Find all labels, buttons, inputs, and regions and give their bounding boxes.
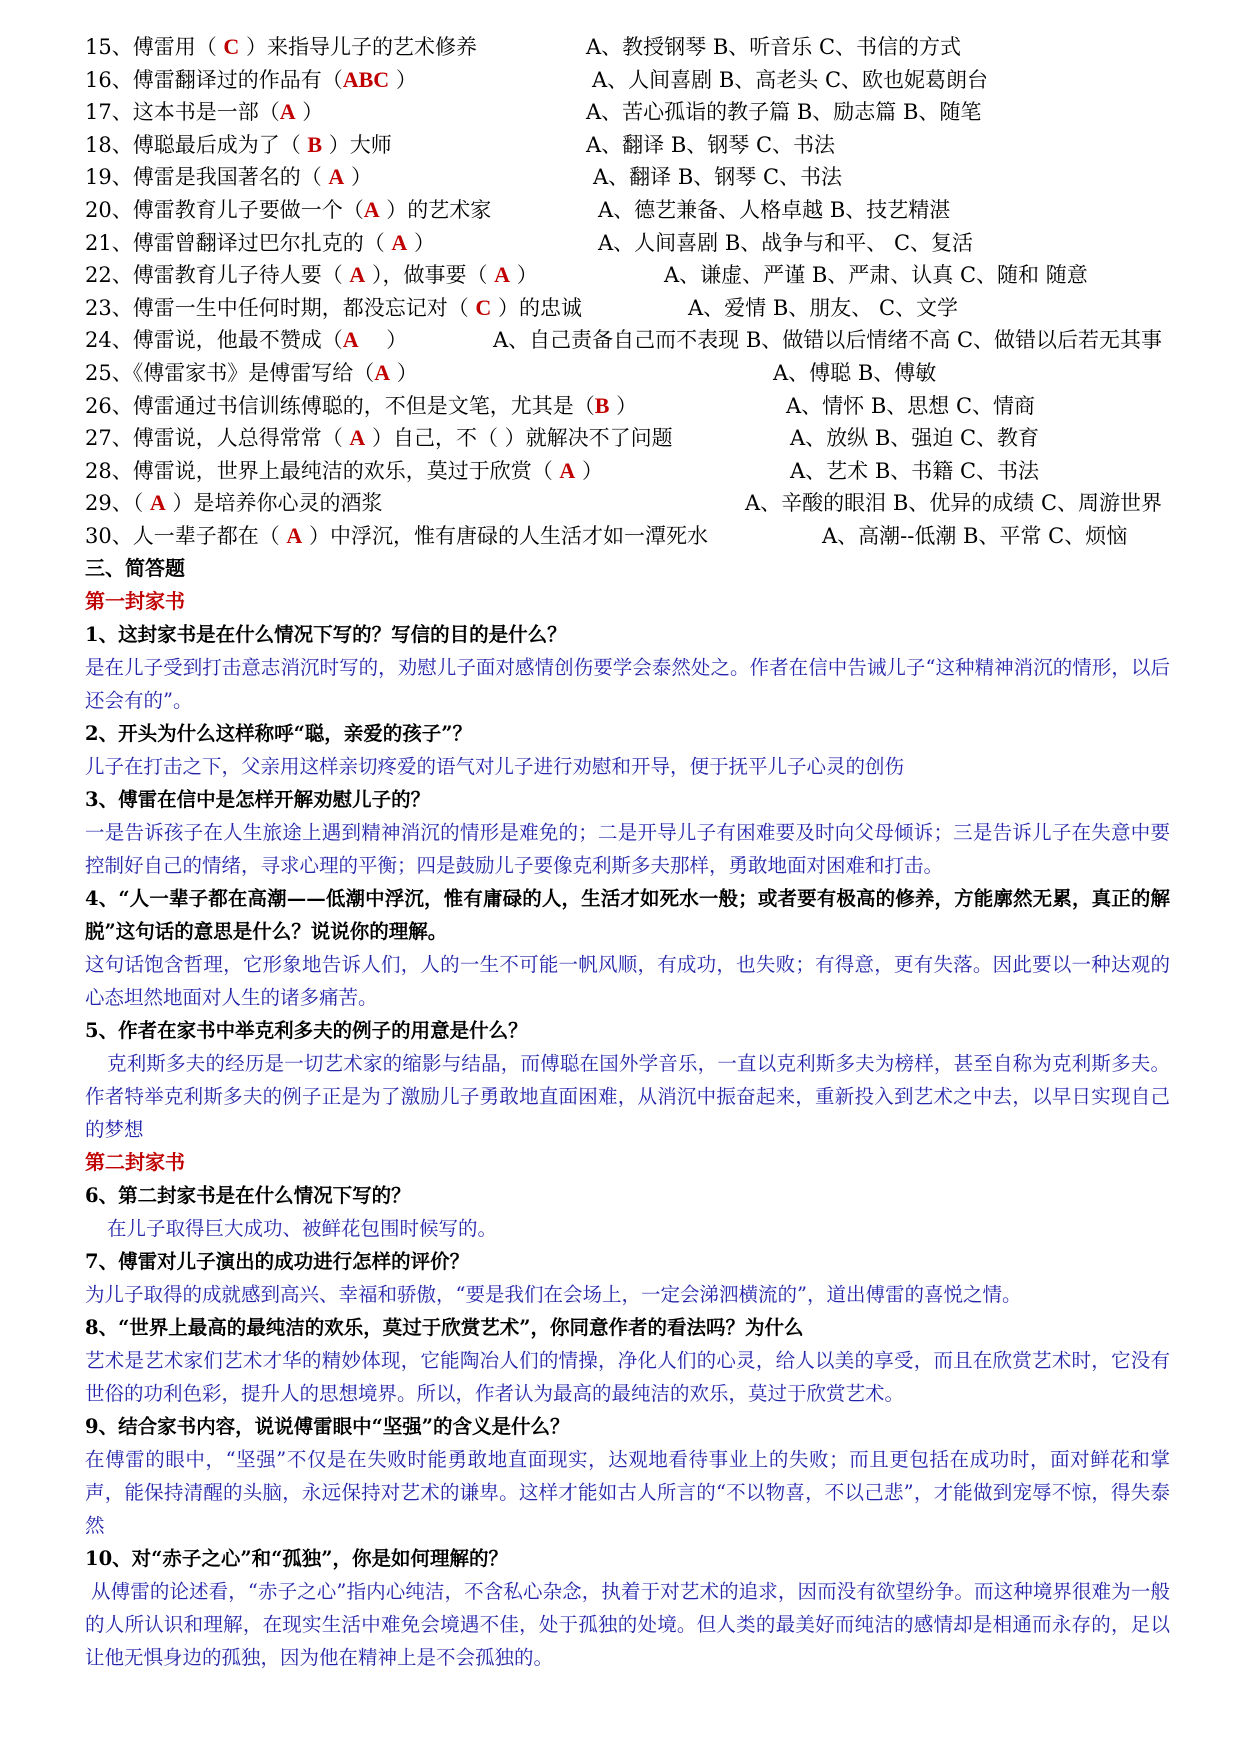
question: 2、开头为什么这样称呼“聪，亲爱的孩子”？ — [85, 722, 473, 745]
answer-mark: A — [374, 359, 391, 385]
options: A、谦虚、严谨 B、严肃、认真 C、随和 随意 — [664, 263, 1088, 288]
answer: 儿子在打击之下，父亲用这样亲切疼爱的语气对儿子进行劝慰和开导，便于抚平儿子心灵的创伤 — [85, 755, 905, 778]
choice-question — [0, 194, 1241, 227]
question: 9、结合家书内容，说说傅雷眼中“坚强”的含义是什么？ — [85, 1415, 570, 1438]
answer: 在傅雷的眼中，“坚强”不仅是在失败时能勇敢地直面现实，达观地看待事业上的失败；而且更包括在成功时，面对鲜花和掌声，能保持清醒的头脑，永远保持对艺术的谦卑。这样才能如古人所言的“不以物喜，不以己悲”，才能做到宠辱不惊，得失泰然 — [85, 1448, 1170, 1537]
answer-mark: A — [349, 262, 366, 288]
options: A、情怀 B、思想 C、情商 — [786, 393, 1036, 418]
options: A、人间喜剧 B、高老头 C、欧也妮葛朗台 — [592, 67, 989, 92]
answer-mark: C — [475, 294, 492, 320]
answer-mark: A — [342, 327, 359, 353]
answer: 艺术是艺术家们艺术才华的精妙体现，它能陶冶人们的情操，净化人们的心灵，给人以美的享受，而且在欣赏艺术时，它没有世俗的功利色彩，提升人的思想境界。所以，作者认为最高的最纯洁的欢乐，莫过于欣赏艺术。 — [85, 1349, 1170, 1405]
question-stem: 15、傅雷用（ C ）来指导儿子的艺术修养 — [85, 34, 477, 59]
question-stem: 26、傅雷通过书信训练傅聪的，不但是文笔，尤其是（B ） — [85, 392, 638, 418]
answer-mark: A — [391, 229, 408, 255]
answer-mark: A — [328, 164, 345, 190]
answer-mark: ABC — [342, 66, 390, 92]
options: A、德艺兼备、人格卓越 B、技艺精湛 — [598, 197, 951, 222]
answer: 从傅雷的论述看，“赤子之心”指内心纯洁，不含私心杂念，执着于对艺术的追求，因而没有欲望纷争。而这种境界很难为一般的人所认识和理解，在现实生活中难免会境遇不佳，处于孤独的处境。但人类的最美好而纯洁的感情却是相通而永存的，足以让他无惧身边的孤独，因为他在精神上是不会孤独的。 — [85, 1580, 1170, 1669]
letter-heading: 第二封家书 — [85, 1150, 185, 1174]
options: A、人间喜剧 B、战争与和平、 C、复活 — [598, 230, 974, 255]
options: A、自己责备自己而不表现 B、做错以后情绪不高 C、做错以后若无其事 — [493, 328, 1163, 353]
question-stem: 28、傅雷说，世界上最纯洁的欢乐，莫过于欣赏（ A ） — [85, 457, 603, 483]
choice-question — [0, 455, 1241, 488]
short-answer-section — [85, 552, 1170, 1674]
choice-question — [0, 324, 1241, 357]
choice-question — [0, 227, 1241, 260]
options: A、高潮--低潮 B、平常 C、烦恼 — [822, 523, 1128, 548]
answer-mark: A — [286, 522, 303, 548]
question: 4、“人一辈子都在高潮——低潮中浮沉，惟有庸碌的人，生活才如死水一般；或者要有极高的修养，方能廓然无累，真正的解脱”这句话的意思是什么？说说你的理解。 — [85, 887, 1170, 943]
choice-question — [0, 259, 1241, 292]
question-stem: 16、傅雷翻译过的作品有（ABC ） — [85, 66, 417, 92]
options: A、放纵 B、强迫 C、教育 — [790, 426, 1040, 451]
options: A、翻译 B、钢琴 C、书法 — [586, 132, 836, 157]
answer-mark: A — [363, 196, 380, 222]
question-stem: 27、傅雷说，人总得常常（ A ）自己，不（ ）就解决不了问题 — [85, 425, 673, 451]
answer-mark: A — [149, 490, 166, 516]
choice-question — [0, 520, 1241, 553]
options: A、辛酸的眼泪 B、优异的成绩 C、周游世界 — [745, 491, 1163, 516]
answer: 在儿子取得巨大成功、被鲜花包围时候写的。 — [107, 1217, 498, 1240]
choice-question — [0, 292, 1241, 325]
question-stem: 18、傅聪最后成为了（ B ）大师 — [85, 131, 392, 157]
question-stem: 29、（ A ）是培养你心灵的酒浆 — [85, 490, 383, 516]
choice-question — [0, 129, 1241, 162]
choice-question — [0, 422, 1241, 455]
choice-question — [0, 64, 1241, 97]
options: A、教授钢琴 B、听音乐 C、书信的方式 — [586, 35, 962, 59]
answer: 克利斯多夫的经历是一切艺术家的缩影与结晶，而傅聪在国外学音乐，一直以克利斯多夫为榜样，甚至自称为克利斯多夫。作者特举克利斯多夫的例子正是为了激励儿子勇敢地直面困难，从消沉中振奋起来，重新投入到艺术之中去，以早日实现自己的梦想 — [85, 1052, 1170, 1141]
question-stem: 25、《傅雷家书》是傅雷写给（A ） — [85, 359, 418, 385]
answer: 一是告诉孩子在人生旅途上遇到精神消沉的情形是难免的；二是开导儿子有困难要及时向父母倾诉；三是告诉儿子在失意中要控制好自己的情绪，寻求心理的平衡；四是鼓励儿子要像克利斯多夫那样，勇敢地面对困难和打击。 — [85, 821, 1170, 877]
question-stem: 24、傅雷说，他最不赞成（A ） — [85, 327, 408, 353]
question-stem: 22、傅雷教育儿子待人要（ A ），做事要（ A ） — [85, 262, 538, 288]
answer: 是在儿子受到打击意志消沉时写的，劝慰儿子面对感情创伤要学会泰然处之。作者在信中告诫儿子“这种精神消沉的情形，以后还会有的”。 — [85, 656, 1170, 712]
question: 7、傅雷对儿子演出的成功进行怎样的评价？ — [85, 1250, 470, 1273]
question: 8、“世界上最高的最纯洁的欢乐，莫过于欣赏艺术”，你同意作者的看法吗？为什么 — [85, 1316, 804, 1339]
choice-question — [0, 161, 1241, 194]
question-stem: 17、这本书是一部（A ） — [85, 99, 324, 125]
answer: 这句话饱含哲理，它形象地告诉人们，人的一生不可能一帆风顺，有成功，也失败；有得意，更有失落。因此要以一种达观的心态坦然地面对人生的诸多痛苦。 — [85, 953, 1170, 1009]
options: A、苦心孤诣的教子篇 B、励志篇 B、随笔 — [586, 100, 982, 125]
question-stem: 19、傅雷是我国著名的（ A ） — [85, 164, 372, 190]
answer-mark: B — [594, 392, 610, 418]
question-stem: 20、傅雷教育儿子要做一个（A ）的艺术家 — [85, 196, 492, 222]
question: 5、作者在家书中举克利多夫的例子的用意是什么？ — [85, 1019, 528, 1042]
question-stem: 23、傅雷一生中任何时期，都没忘记对（ C ）的忠诚 — [85, 294, 582, 320]
letter-heading: 第一封家书 — [85, 589, 185, 613]
choice-question — [0, 31, 1241, 64]
choice-question — [0, 390, 1241, 423]
section-title: 三、简答题 — [85, 556, 185, 580]
choice-question — [0, 357, 1241, 390]
answer-mark: A — [494, 262, 511, 288]
question: 6、第二封家书是在什么情况下写的？ — [85, 1184, 411, 1207]
options: A、爱情 B、朋友、 C、文学 — [688, 295, 959, 320]
choice-question — [0, 96, 1241, 129]
question: 1、这封家书是在什么情况下写的？写信的目的是什么？ — [85, 623, 567, 646]
answer-mark: A — [559, 457, 576, 483]
options: A、傅聪 B、傅敏 — [773, 360, 937, 385]
answer-mark: C — [223, 34, 240, 59]
options: A、翻译 B、钢琴 C、书法 — [593, 165, 843, 190]
question-stem: 30、人一辈子都在（ A ）中浮沉，惟有唐碌的人生活才如一潭死水 — [85, 522, 708, 548]
question-stem: 21、傅雷曾翻译过巴尔扎克的（ A ） — [85, 229, 435, 255]
question: 3、傅雷在信中是怎样开解劝慰儿子的？ — [85, 788, 431, 811]
answer-mark: B — [307, 131, 323, 157]
multiple-choice-list — [0, 31, 1241, 553]
answer-mark: A — [279, 99, 296, 125]
answer: 为儿子取得的成就感到高兴、幸福和骄傲，“要是我们在会场上，一定会涕泗横流的”，道出傅雷的喜悦之情。 — [85, 1283, 1022, 1306]
options: A、艺术 B、书籍 C、书法 — [790, 458, 1040, 483]
choice-question — [0, 487, 1241, 520]
answer-mark: A — [349, 425, 366, 451]
question: 10、对“赤子之心”和“孤独”，你是如何理解的？ — [85, 1547, 509, 1570]
